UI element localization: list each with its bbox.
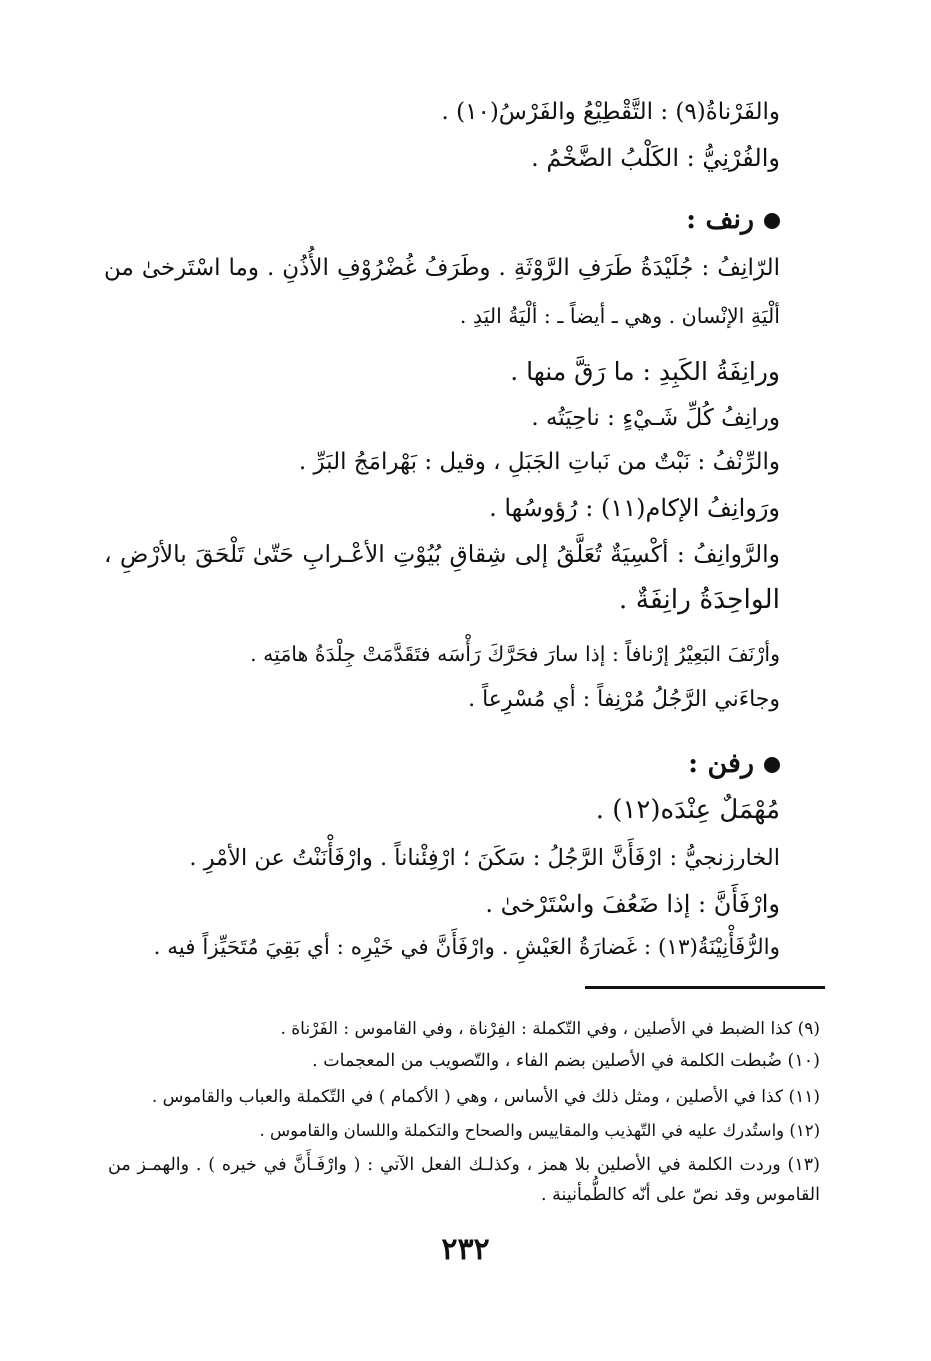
root-heading-label: رنف :	[686, 204, 754, 235]
entry-line-kharzanji: الخارزنجيُّ : ارْفَأَنَّ الرَّجُلُ : سَكَنَ ؛ ارْفِئْناناً . وارْفَأْنَنْتُ عن الأمْرِ .	[189, 845, 780, 871]
bullet-icon	[764, 757, 780, 773]
entry-line-muhmal: مُهْمَلٌ عِنْدَه(١٢) .	[595, 795, 780, 825]
entry-line-ranif: الرّانِفُ : جُلَيْدَةُ طَرَفِ الرَّوْثَةِ . وطَرَفُ غُضْرُوْفِ الأُذُنِ . وما اسْتَرخىٰ من	[104, 255, 780, 281]
entry-line-murnif: وجاءَني الرَّجُلُ مُرْنِفاً : أي مُسْرِعاً .	[468, 687, 780, 712]
footnote-13-line-2: القاموس وقد نصّ على أنّه كالطُّمأنينة .	[541, 1185, 820, 1205]
entry-line-rinf: والرِّنْفُ : نَبْتٌ من نَباتِ الجَبَلِ ، وقيل : بَهْرامَجُ البَرِّ .	[298, 449, 780, 475]
footnote-10: (١٠) ضُبطت الكلمة في الأصلين بضم الفاء ، والتّصويب من المعجمات .	[312, 1051, 820, 1071]
entry-line-wahida: الواحِدَةُ رانِفَةٌ .	[618, 584, 780, 615]
footnote-9: (٩) كذا الضبط في الأصلين ، وفي التّكملة : الفِرْناة ، وفي القاموس : الفَرْناة .	[280, 1019, 820, 1039]
entry-line-irfaanna: وارْفَأَنَّ : إذا ضَعُفَ واسْتَرْخىٰ .	[485, 890, 780, 918]
root-heading-label: رفن :	[688, 748, 754, 779]
footnote-12: (١٢) واستُدرك عليه في التّهذيب والمقاييس والصحاح والتكملة واللسان والقاموس .	[259, 1121, 820, 1140]
entry-line-ranifat-kabid: ورانِفَةُ الكَبِدِ : ما رَقَّ منها .	[510, 357, 780, 386]
entry-line-ranif-kull: ورانِفُ كُلِّ شَـيْءٍ : ناحِيَتُه .	[531, 405, 780, 431]
entry-line-arnafa: وأرْنَفَ البَعِيْرُ إرْنافاً : إذا سارَ فحَرَّكَ رَأْسَه فتَقَدَّمَتْ جِلْدَةُ هامَتِه .	[250, 642, 780, 666]
page-number: ٢٣٢	[441, 1232, 490, 1267]
entry-line-rufaaninat: والرُّفَأْنِيْنَةُ(١٣) : غَضارَةُ العَيْشِ . وارْفَأَنَّ في خَيْرِه : أي بَقِيَ مُتَحَيِّزاً فيه .	[153, 935, 780, 960]
bullet-icon	[764, 213, 780, 229]
footnote-separator	[585, 986, 825, 989]
entry-line-furni: والفُرْنِيُّ : الكَلْبُ الضَّخْمُ .	[531, 144, 780, 172]
footnote-13-line-1: (١٣) وردت الكلمة في الأصلين بلا همز ، وكذلـك الفعل الآتي : ( وارْفَـأَنَّ في خيره ) . والهمـز من	[108, 1155, 820, 1175]
entry-line-rawanif: والرَّوانِفُ : أكْسِيَةٌ تُعَلَّقُ إلى شِقاقِ بُيُوْتِ الأعْـرابِ حَتّىٰ تَلْحَقَ بالأرْضِ ،	[104, 540, 780, 568]
root-heading-rfn	[640, 744, 780, 786]
root-heading-rnf	[640, 200, 780, 242]
footnote-11: (١١) كذا في الأصلين ، ومثل ذلك في الأساس ، وهي ( الأكمام ) في التّكملة والعباب والقاموس .	[151, 1087, 820, 1107]
entry-line-alya: ألْيَةِ الإنْسان . وهي ـ أيضاً ـ : ألْيَةُ اليَدِ .	[459, 304, 780, 328]
entry-line-farnat: والفَرْناةُ(٩) : التَّقْطِيْعُ والفَرْسُ(١٠) .	[441, 99, 780, 125]
entry-line-rawanif-ikam: ورَوانِفُ الإكام(١١) : رُؤوسُها .	[489, 494, 780, 522]
